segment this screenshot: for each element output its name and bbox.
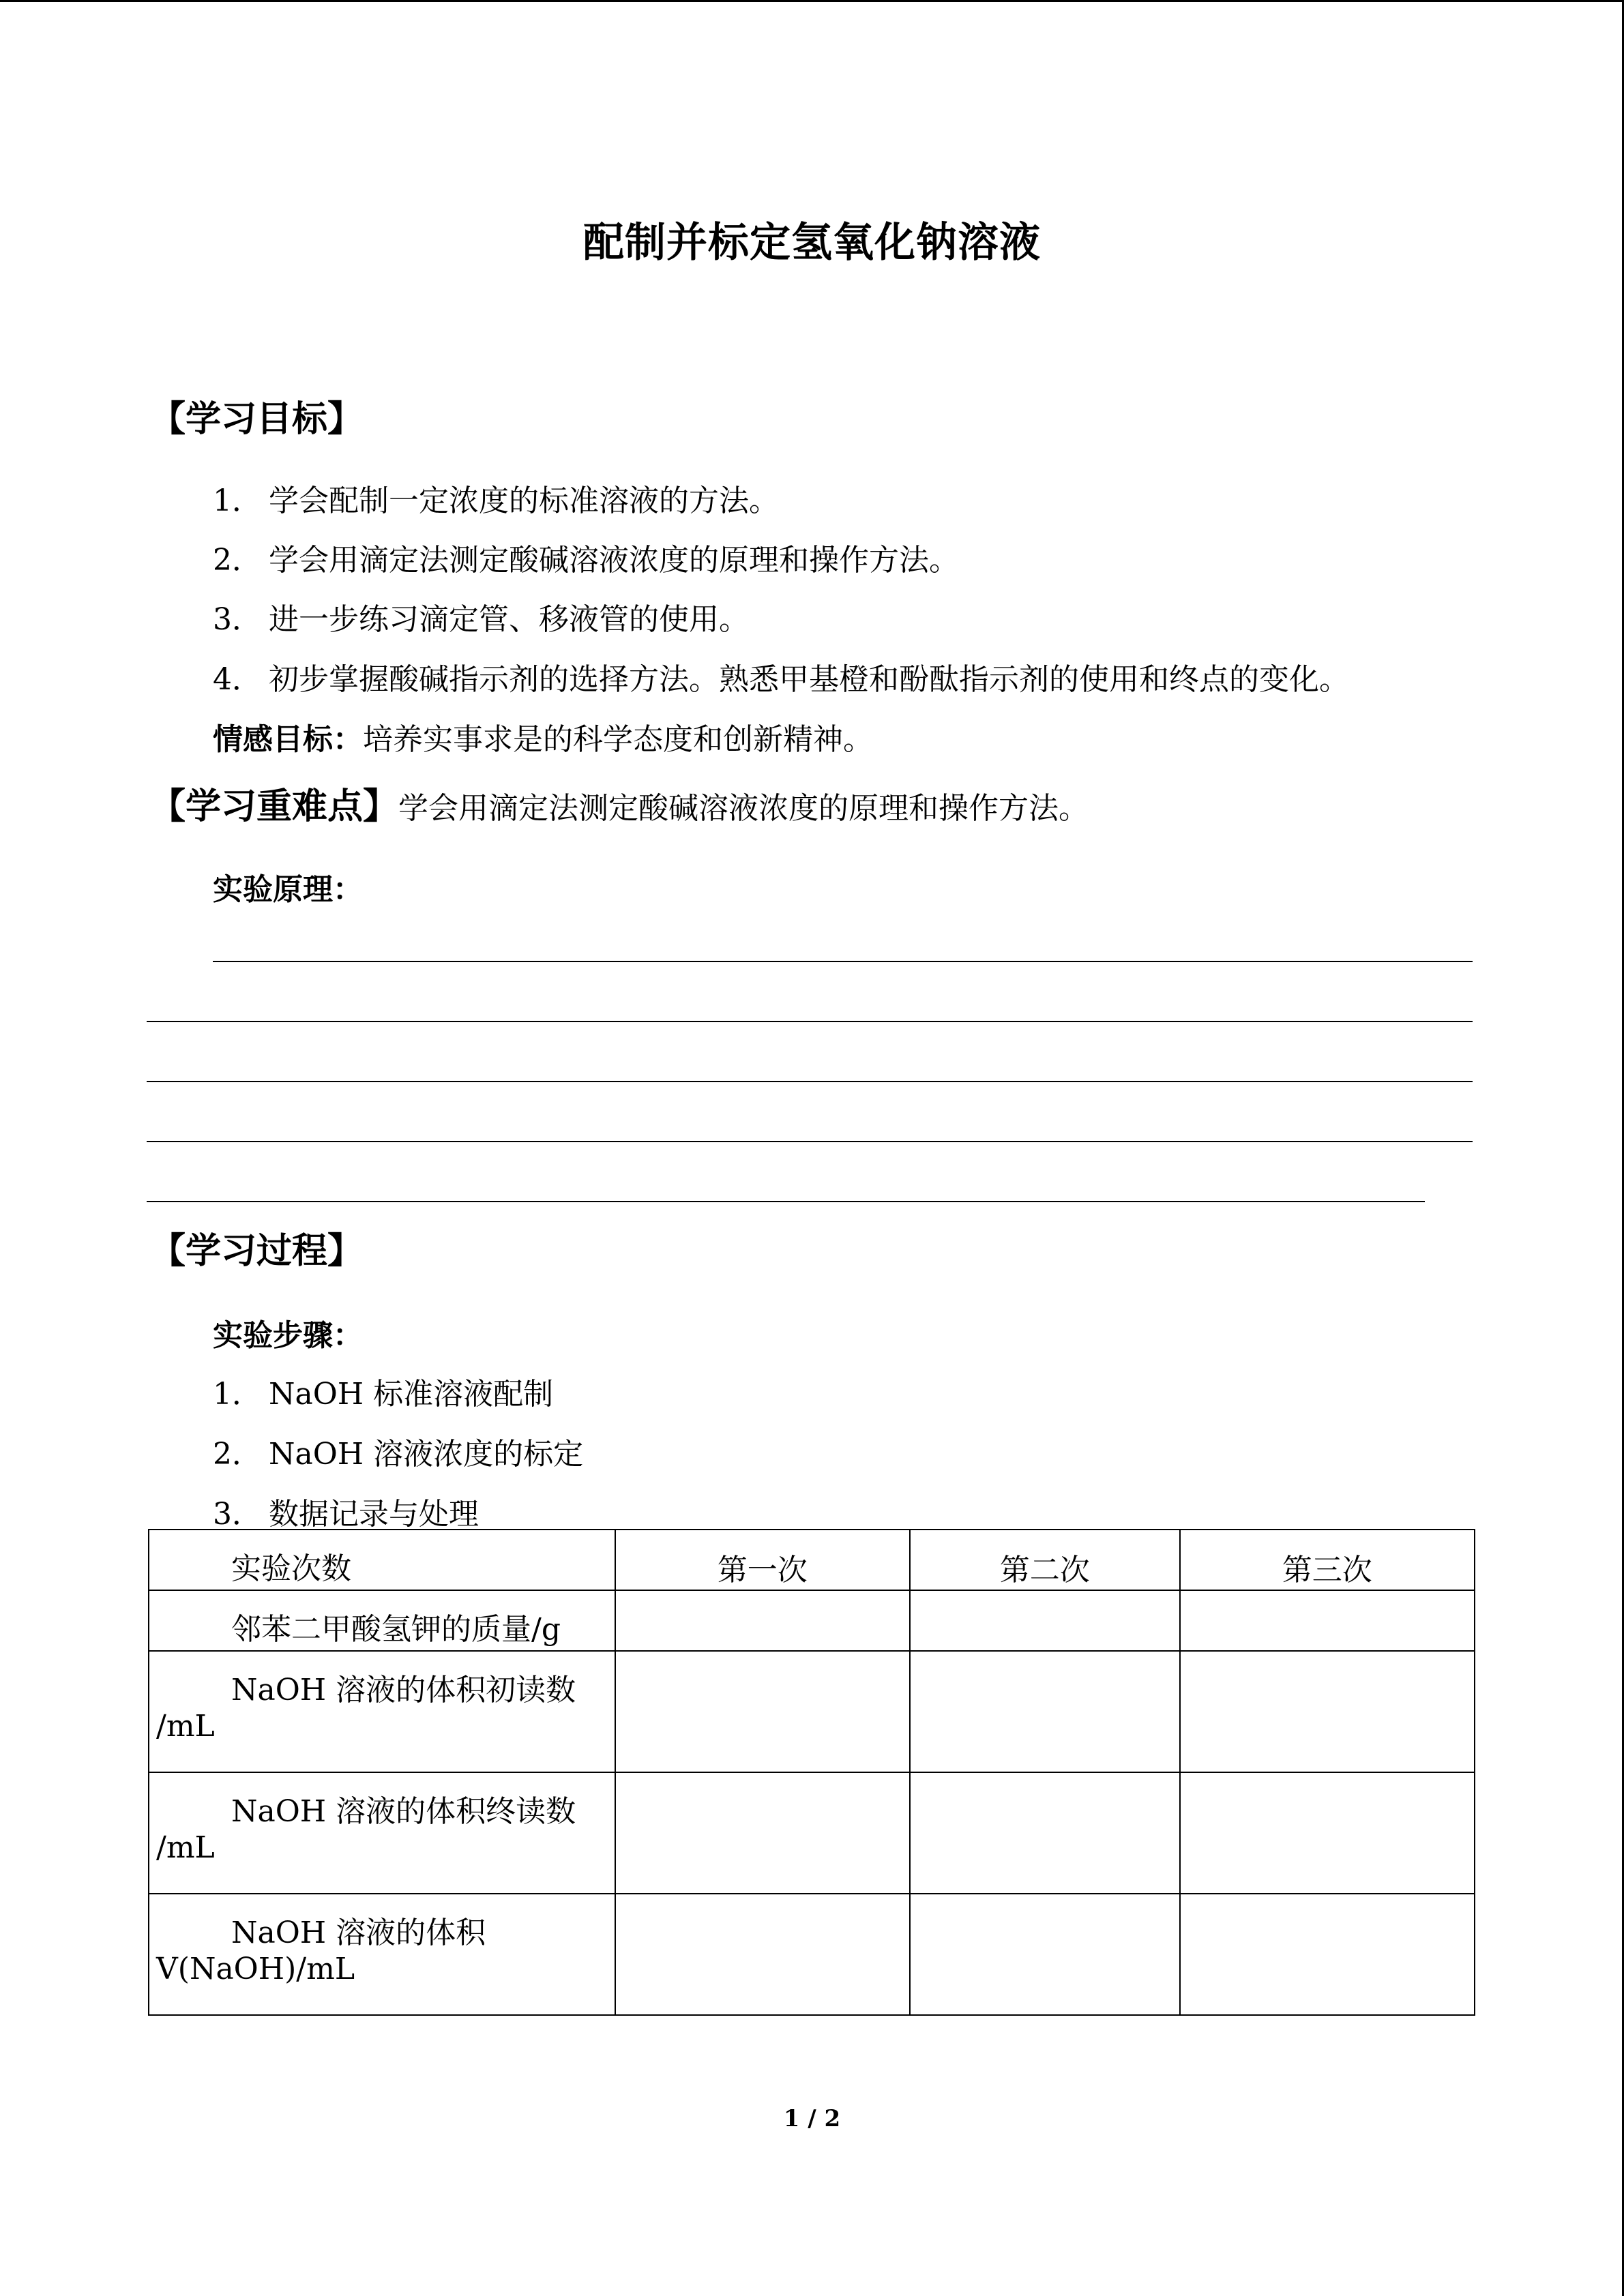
table-header-cell: 第三次 <box>1180 1530 1475 1590</box>
table-cell <box>910 1894 1180 2015</box>
step-num: 2． <box>213 1437 262 1472</box>
blank-line-5 <box>147 1201 1425 1202</box>
page-border-top <box>0 0 1624 2</box>
objective-item-2 <box>213 535 959 579</box>
table-header-cell: 实验次数 <box>149 1530 615 1590</box>
step-text: NaOH 标准溶液配制 <box>269 1377 554 1412</box>
table-cell <box>615 1772 910 1894</box>
principle-label: 实验原理： <box>213 872 363 907</box>
table-row-label: NaOH 溶液的体积终读数 /mL <box>149 1772 615 1894</box>
step-num: 1． <box>213 1377 262 1412</box>
steps-label: 实验步骤： <box>213 1318 363 1353</box>
table-cell <box>615 1590 910 1651</box>
emotion-goal <box>213 715 873 758</box>
objective-item-3 <box>213 595 749 638</box>
table-cell <box>910 1590 1180 1651</box>
table-header-cell: 第二次 <box>910 1530 1180 1590</box>
key-points <box>150 777 1089 829</box>
blank-line-2 <box>147 1021 1473 1022</box>
table-row-label: NaOH 溶液的体积初读数 /mL <box>149 1651 615 1772</box>
table-cell <box>910 1772 1180 1894</box>
step-item-2 <box>213 1429 583 1473</box>
table-row <box>149 1651 1475 1772</box>
table-cell <box>1180 1590 1475 1651</box>
blank-line-4 <box>147 1141 1473 1142</box>
table-cell <box>615 1894 910 2015</box>
objective-text: 学会用滴定法测定酸碱溶液浓度的原理和操作方法。 <box>269 543 959 578</box>
step-text: 数据记录与处理 <box>269 1497 479 1532</box>
document-title: 配制并标定氢氧化钠溶液 <box>583 219 1041 267</box>
objective-item-1 <box>213 476 779 520</box>
blank-line-3 <box>147 1081 1473 1082</box>
table-row-label: 邻苯二甲酸氢钾的质量/g <box>149 1590 615 1651</box>
blank-line-1 <box>213 961 1473 962</box>
table-row-label: NaOH 溶液的体积 V(NaOH)/mL <box>149 1894 615 2015</box>
objective-item-4 <box>213 655 1349 698</box>
table-row <box>149 1590 1475 1651</box>
table-cell <box>910 1651 1180 1772</box>
step-item-1 <box>213 1369 553 1413</box>
key-points-heading: 【学习重难点】 <box>150 786 399 827</box>
table-cell <box>1180 1772 1475 1894</box>
step-text: NaOH 溶液浓度的标定 <box>269 1437 584 1472</box>
table-cell <box>1180 1651 1475 1772</box>
emotion-goal-label: 情感目标： <box>213 722 363 757</box>
objectives-heading: 【学习目标】 <box>150 399 364 440</box>
table-row <box>149 1772 1475 1894</box>
objective-text: 学会配制一定浓度的标准溶液的方法。 <box>269 483 779 518</box>
table-cell <box>615 1651 910 1772</box>
process-heading: 【学习过程】 <box>150 1231 364 1272</box>
step-item-3 <box>213 1489 479 1533</box>
key-points-text: 学会用滴定法测定酸碱溶液浓度的原理和操作方法。 <box>398 791 1089 826</box>
objective-text: 进一步练习滴定管、移液管的使用。 <box>269 602 749 637</box>
objective-num: 1． <box>213 483 262 518</box>
table-cell <box>1180 1894 1475 2015</box>
step-num: 3． <box>213 1497 262 1532</box>
table-row <box>149 1894 1475 2015</box>
objective-num: 3． <box>213 602 262 637</box>
objective-text: 初步掌握酸碱指示剂的选择方法。熟悉甲基橙和酚酞指示剂的使用和终点的变化。 <box>269 662 1349 697</box>
objective-num: 2． <box>213 543 262 578</box>
page-number: 1 / 2 <box>783 2105 841 2132</box>
table-header-row <box>149 1530 1475 1590</box>
objective-num: 4． <box>213 662 262 697</box>
emotion-goal-text: 培养实事求是的科学态度和创新精神。 <box>363 722 873 757</box>
data-table <box>148 1529 1475 2016</box>
table-header-cell: 第一次 <box>615 1530 910 1590</box>
